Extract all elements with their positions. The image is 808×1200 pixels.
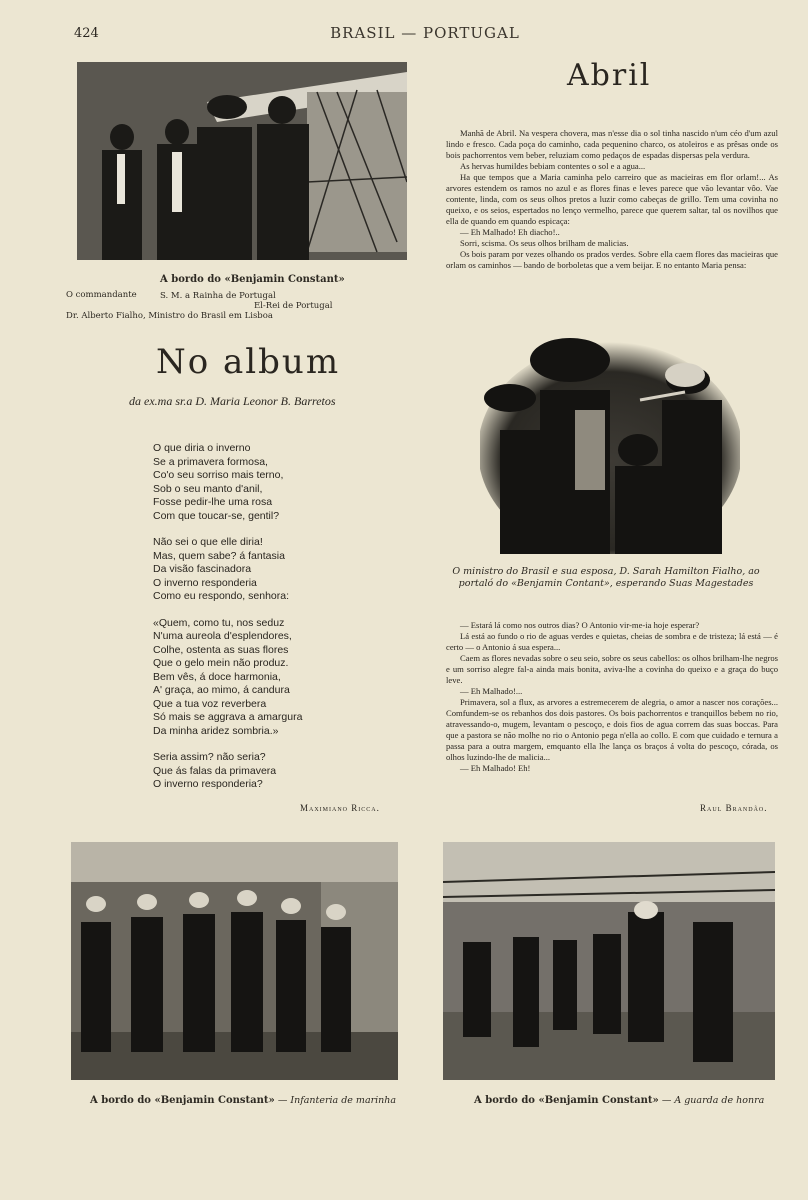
photo-marine-infantry	[71, 842, 398, 1080]
poem-line: Co'o seu sorriso mais terno,	[153, 469, 284, 481]
story-paragraph: As hervas humildes bebiam contentes o sol e a agua...	[460, 161, 646, 171]
poem-line: Sob o seu manto d'anil,	[153, 482, 263, 495]
poem-line: Fosse pedir-lhe uma rosa	[153, 496, 273, 508]
poem-stanza	[153, 617, 302, 739]
caption-king: El-Rei de Portugal	[254, 301, 333, 311]
story-body-top	[446, 128, 778, 271]
poem-line: Se a primavera formosa,	[153, 455, 268, 468]
poem-line: Que ás falas da primavera	[153, 764, 277, 777]
photo-guard-of-honour	[443, 842, 775, 1080]
poem-line: O inverno responderia?	[153, 778, 263, 790]
poem-stanza	[153, 442, 302, 523]
running-title: BRASIL — PORTUGAL	[330, 24, 520, 42]
poem-author: Maximiano Ricca.	[300, 803, 380, 813]
photo-minister-and-wife	[480, 330, 740, 554]
story-paragraph: Sorri, scisma. Os seus olhos brilham de malicias.	[460, 238, 629, 248]
poem-line: Como eu respondo, senhora:	[153, 590, 290, 602]
poem-line: N'uma aureola d'esplendores,	[153, 630, 292, 642]
story-paragraph: Lá está ao fundo o rio de aguas verdes e quietas, cheias de sombra e de tristeza; lá está — é certo — o Antonio á sua espera...	[446, 631, 778, 652]
poem-line: O inverno responderia	[153, 576, 257, 589]
story-paragraph: — Eh Malhado! Eh diacho!..	[460, 227, 560, 237]
poem-stanza	[153, 751, 302, 792]
caption-minister: Dr. Alberto Fialho, Ministro do Brasil em Lisboa	[66, 311, 273, 321]
poem-line: Bem vês, á doce harmonia,	[153, 670, 281, 683]
photo-royal-visit	[77, 62, 407, 260]
poem-line: O que diria o inverno	[153, 442, 251, 454]
caption-queen: S. M. a Rainha de Portugal	[160, 291, 276, 301]
photo-marine-infantry-caption	[90, 1095, 396, 1106]
poem-line: Seria assim? não seria?	[153, 751, 266, 763]
photo-royal-visit-caption-title: A bordo do «Benjamin Constant»	[160, 274, 345, 285]
page-number: 424	[74, 26, 99, 41]
poem-line: Colhe, ostenta as suas flores	[153, 643, 289, 656]
story-paragraph: Ha que tempos que a Maria caminha pelo carreiro que as macieiras em flor orlam!... As arvores estendem os ramos no azul e as flores finas e leves parece que vão levantar vôo. Vae contente, linda, com os seus olhos pretos a luzir como cabeças de grillo. Tem uma covinha no queixo, e os seios, espertados no lenço vermelho, parece que querem saltar, tal os novilhos que ella de quando em quando espicaça:	[446, 172, 778, 226]
poem-stanza	[153, 536, 302, 604]
poem-line: Que o gelo mein não produz.	[153, 657, 289, 669]
poem-line: Só mais se aggrava a amargura	[153, 711, 303, 723]
caption-bold-part: A bordo do «Benjamin Constant»	[90, 1095, 275, 1106]
story-paragraph: — Eh Malhado! Eh!	[460, 763, 531, 773]
caption-italic-part: — A guarda de honra	[658, 1095, 765, 1106]
poem-dedication: da ex.ma sr.a D. Maria Leonor B. Barretos	[129, 394, 336, 408]
story-paragraph: Primavera, sol a flux, as arvores a estremecerem de alegria, o amor a nascer nos corações... Comfundem-se os rebanhos dos dois pastores. Os bois pachorrentos e tranquillos bebem no rio, atravessando-o, mugem, levantam o pescoço, e dois fios de agua correm das suas boccas. Para que a pastora se não molhe no rio o Antonio pega n'ella ao collo. E com que cuidado e ternura a passa para a outra margem, emquanto ella lhe lança os braços á volta do pescoço, córada, os olhos luzindo-lhe de malicia...	[446, 697, 778, 762]
poem-body	[153, 442, 302, 792]
story-paragraph: Os bois param por vezes olhando os prados verdes. Sobre ella caem flores das macieiras que orlam os caminhos — bando de borboletas que a vem beijar. E no entanto Maria pensa:	[446, 249, 778, 270]
poem-line: Não sei o que elle diria!	[153, 536, 263, 548]
story-paragraph: Caem as flores nevadas sobre o seu seio, sobre os seus cabellos: os olhos brilham-lhe negros e um sorriso alegre fal-a ainda mais bonita, aviva-lhe a covinha do queixo e a graça do buço leve.	[446, 653, 778, 685]
story-body-bottom	[446, 620, 778, 774]
photo-minister-caption: O ministro do Brasil e sua esposa, D. Sarah Hamilton Fialho, ao portaló do «Benjamin Contant», esperando Suas Magestades	[452, 566, 760, 589]
caption-commander: O commandante	[66, 290, 137, 300]
caption-bold-part: A bordo do «Benjamin Constant»	[474, 1095, 659, 1106]
photo-guard-caption	[474, 1095, 764, 1106]
poem-title: No album	[156, 342, 341, 382]
poem-line: Que a tua voz reverbera	[153, 697, 267, 710]
poem-line: A' graça, ao mimo, á candura	[153, 684, 290, 696]
poem-line: Com que toucar-se, gentil?	[153, 509, 280, 522]
story-author: Raul Brandão.	[700, 803, 768, 813]
poem-line: Da visão fascinadora	[153, 563, 252, 575]
caption-italic-part: — Infanteria de marinha	[274, 1095, 397, 1106]
story-paragraph: Manhã de Abril. Na vespera chovera, mas n'esse dia o sol tinha nascido n'um céo d'um azul lindo e fresco. Cada poça do caminho, cada pequenino charco, os atoleiros e as prêsas onde os bois pachorrentos vem beber, reluziam como pedaços de espadas dispersas pela verdura.	[446, 128, 778, 160]
story-title: Abril	[567, 58, 652, 93]
poem-line: «Quem, como tu, nos seduz	[153, 616, 285, 629]
story-paragraph: — Estará lá como nos outros dias? O Antonio vir-me-ia hoje esperar?	[460, 620, 700, 630]
poem-line: Mas, quem sabe? á fantasia	[153, 549, 285, 562]
story-paragraph: — Eh Malhado!...	[460, 686, 523, 696]
poem-line: Da minha aridez sombria.»	[153, 724, 279, 737]
